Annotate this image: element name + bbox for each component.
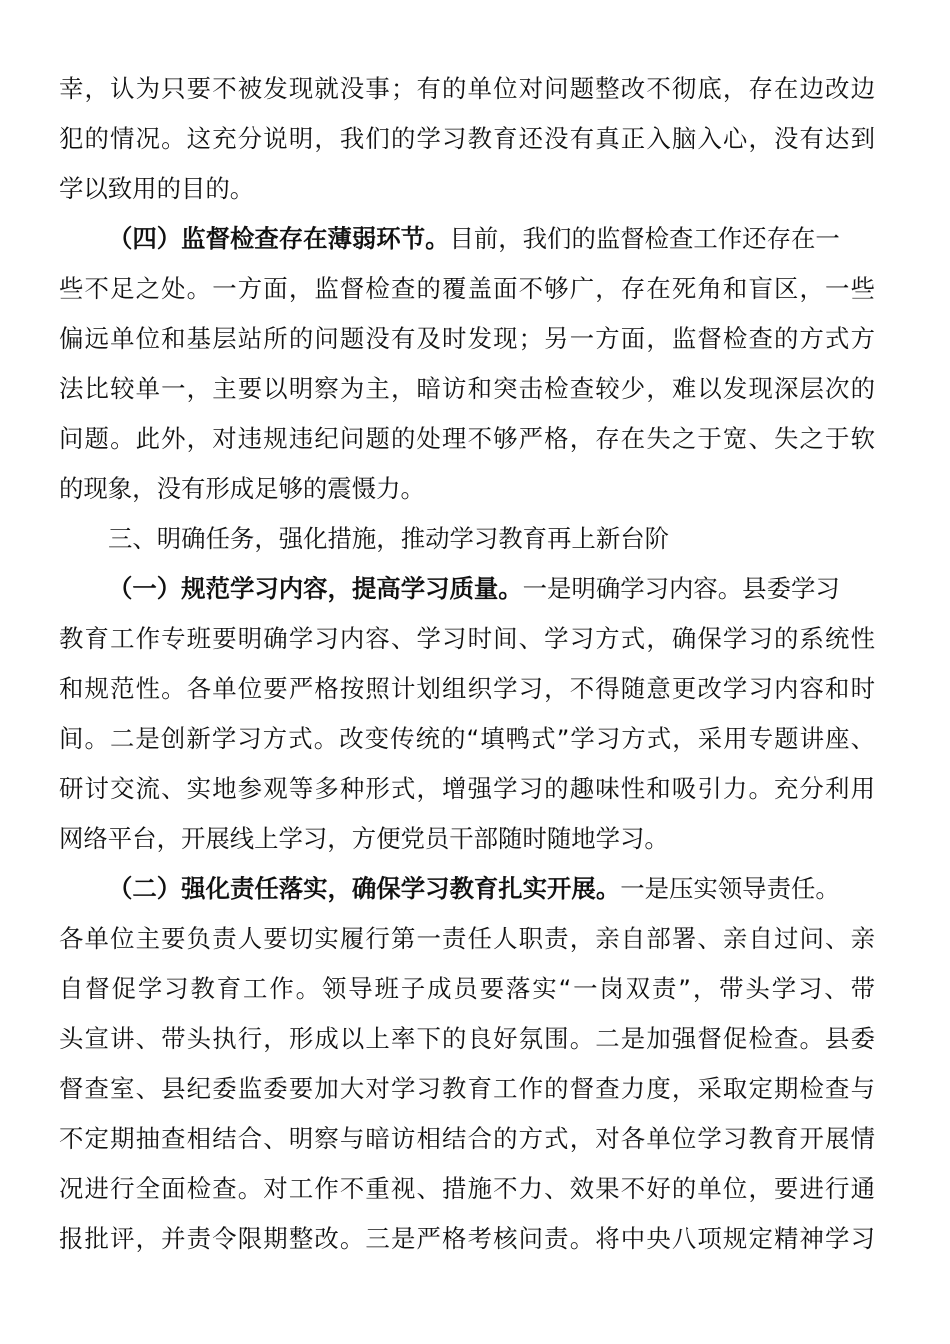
- paragraph-1-line-1: 幸，认为只要不被发现就没事；有的单位对问题整改不彻底，存在边改边: [59, 74, 875, 103]
- section-4-heading: （四）监督检查存在薄弱环节。: [108, 224, 450, 253]
- paragraph-3-line-5: 研讨交流、实地参观等多种形式，增强学习的趣味性和吸引力。充分利用: [59, 774, 875, 803]
- paragraph-4-line-8: 报批评，并责令限期整改。三是严格考核问责。将中央八项规定精神学习: [59, 1224, 875, 1253]
- paragraph-3-line-3: 和规范性。各单位要严格按照计划组织学习，不得随意更改学习内容和时: [59, 674, 875, 703]
- paragraph-2-line-6: 的现象，没有形成足够的震慑力。: [59, 474, 425, 503]
- paragraph-2-line-5: 问题。此外，对违规违纪问题的处理不够严格，存在失之于宽、失之于软: [59, 424, 875, 453]
- paragraph-2-line-3: 偏远单位和基层站所的问题没有及时发现；另一方面，监督检查的方式方: [59, 324, 875, 353]
- paragraph-2-line-2: 些不足之处。一方面，监督检查的覆盖面不够广，存在死角和盲区，一些: [59, 274, 875, 303]
- paragraph-2-line-1-text: 目前，我们的监督检查工作还存在一: [449, 224, 840, 253]
- paragraph-4-line-6: 不定期抽查相结合、明察与暗访相结合的方式，对各单位学习教育开展情: [59, 1124, 875, 1153]
- paragraph-4-line-1-text: 一是压实领导责任。: [620, 874, 840, 903]
- paragraph-3-line-1-text: 一是明确学习内容。县委学习: [522, 574, 840, 603]
- paragraph-1-line-3: 学以致用的目的。: [59, 174, 255, 203]
- paragraph-4-line-5: 督查室、县纪委监委要加大对学习教育工作的督查力度，采取定期检查与: [59, 1074, 875, 1103]
- section-3-2-heading: （二）强化责任落实，确保学习教育扎实开展。: [108, 874, 621, 903]
- paragraph-4-line-1: [108, 864, 938, 914]
- paragraph-2-line-1: [108, 214, 938, 264]
- paragraph-4-line-3: 自督促学习教育工作。领导班子成员要落实“一岗双责”，带头学习、带: [59, 974, 875, 1003]
- paragraph-3-line-2: 教育工作专班要明确学习内容、学习时间、学习方式，确保学习的系统性: [59, 624, 875, 653]
- section-3-heading: 三、明确任务，强化措施，推动学习教育再上新台阶: [108, 524, 669, 553]
- paragraph-4-line-2: 各单位主要负责人要切实履行第一责任人职责，亲自部署、亲自过问、亲: [59, 924, 875, 953]
- paragraph-3-line-6: 网络平台，开展线上学习，方便党员干部随时随地学习。: [59, 824, 669, 853]
- paragraph-4-line-7: 况进行全面检查。对工作不重视、措施不力、效果不好的单位，要进行通: [59, 1174, 875, 1203]
- paragraph-3-line-4: 间。二是创新学习方式。改变传统的“填鸭式”学习方式，采用专题讲座、: [59, 724, 875, 753]
- section-3-1-heading: （一）规范学习内容，提高学习质量。: [108, 574, 523, 603]
- paragraph-1-line-2: 犯的情况。这充分说明，我们的学习教育还没有真正入脑入心，没有达到: [59, 124, 875, 153]
- paragraph-3-line-1: [108, 564, 938, 614]
- paragraph-2-line-4: 法比较单一，主要以明察为主，暗访和突击检查较少，难以发现深层次的: [59, 374, 875, 403]
- paragraph-4-line-4: 头宣讲、带头执行，形成以上率下的良好氛围。二是加强督促检查。县委: [59, 1024, 875, 1053]
